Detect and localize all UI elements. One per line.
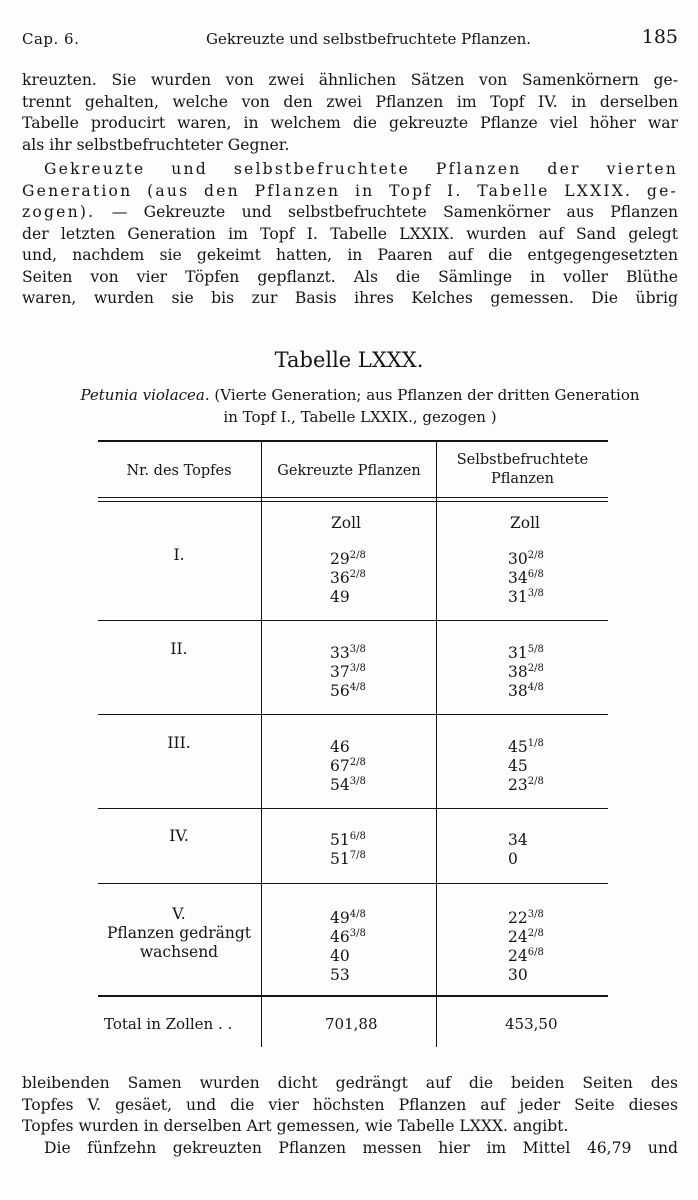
text-line: Die fünfzehn gekreuzten Pflanzen messen hier im Mittel 46,79 und (44, 1138, 678, 1157)
crossed-height-value (330, 846, 366, 869)
whole-inches: 53 (330, 966, 350, 985)
whole-inches: 45 (508, 757, 528, 776)
whole-inches: 29 (330, 550, 350, 569)
fraction-eighths: 1/8 (527, 738, 544, 749)
text-line: bleibenden Samen wurden dicht gedrängt auf die beiden Seiten des (22, 1074, 678, 1092)
pot-label: IV. (169, 827, 189, 845)
whole-inches: 30 (508, 550, 528, 569)
total-label: Total in Zollen . . (104, 1015, 233, 1033)
chapter-label: Cap. 6. (22, 30, 80, 48)
fraction-eighths: 4/8 (349, 909, 366, 920)
column-header-selfed (437, 451, 608, 489)
whole-inches: 51 (330, 831, 350, 850)
fraction-eighths: 2/8 (349, 757, 366, 768)
caption-line (60, 384, 660, 406)
whole-inches: 34 (508, 831, 528, 850)
total-crossed: 701,88 (325, 1015, 378, 1033)
whole-inches: 31 (508, 588, 528, 607)
column-divider (261, 442, 262, 1047)
selfed-height-value (508, 772, 544, 795)
section-heading-end: zogen). (22, 203, 96, 221)
pot-label: Pflanzen gedrängt (106, 924, 252, 942)
pot-label: II. (170, 640, 188, 658)
fraction-eighths: 2/8 (527, 776, 544, 787)
fraction-eighths: 6/8 (527, 947, 544, 958)
crossed-height-value (330, 584, 350, 607)
running-header (22, 26, 678, 50)
text-line: als ihr selbstbefruchteter Gegner. (22, 135, 290, 154)
header-line: Pflanzen (491, 471, 554, 487)
paragraph-continued (22, 1073, 678, 1159)
whole-inches: 24 (508, 947, 528, 966)
unit-label-selfed: Zoll (510, 514, 541, 532)
column-divider (436, 442, 437, 1047)
fraction-eighths: 2/8 (527, 550, 544, 561)
header-line: Selbstbefruchtete (456, 452, 589, 468)
row-divider (98, 620, 608, 621)
fraction-eighths: 3/8 (349, 928, 366, 939)
row-divider (98, 808, 608, 809)
selfed-height-value (508, 678, 544, 701)
section-heading-line: Generation (aus den Pflanzen in Topf I. Tabelle LXXIX. ge- (22, 181, 678, 200)
caption-line: in Topf I., Tabelle LXXIX., gezogen ) (223, 408, 497, 426)
whole-inches: 22 (508, 909, 528, 928)
fraction-eighths: 2/8 (527, 928, 544, 939)
fraction-eighths: 4/8 (349, 682, 366, 693)
table-top-rule (98, 440, 608, 442)
paragraph-fourth-generation (22, 159, 678, 310)
whole-inches: 23 (508, 776, 528, 795)
fraction-eighths: 3/8 (527, 909, 544, 920)
whole-inches: 54 (330, 776, 350, 795)
text-line (22, 202, 678, 224)
text-line: Tabelle producirt waren, in welchem die gekreuzte Pflanze viel höher war (22, 114, 678, 132)
selfed-height-value (508, 962, 528, 985)
whole-inches: 31 (508, 644, 528, 663)
header-rule (98, 501, 608, 502)
row-divider (98, 714, 608, 715)
whole-inches: 33 (330, 644, 350, 663)
unit-label-crossed: Zoll (331, 514, 362, 532)
crossed-height-value (330, 772, 366, 795)
selfed-height-value (508, 846, 518, 869)
text-line: Seiten von vier Töpfen gepflanzt. Als die Sämlinge in voller Blüthe (22, 267, 678, 286)
fraction-eighths: 3/8 (349, 776, 366, 787)
header-rule (98, 497, 608, 498)
pot-label: III. (167, 734, 191, 752)
whole-inches: 24 (508, 928, 528, 947)
caption-text: (Vierte Generation; aus Pflanzen der dritten Generation (214, 386, 640, 404)
fraction-eighths: 3/8 (349, 663, 366, 674)
whole-inches: 40 (330, 947, 350, 966)
crossed-height-value (330, 962, 350, 985)
fraction-eighths: 7/8 (349, 850, 366, 861)
whole-inches: 49 (330, 588, 350, 607)
whole-inches: 34 (508, 569, 528, 588)
pot-label: V. (172, 905, 186, 923)
table-title: Tabelle LXXX. (274, 348, 424, 372)
whole-inches: 38 (508, 663, 528, 682)
whole-inches: 56 (330, 682, 350, 701)
whole-inches: 45 (508, 738, 528, 757)
text-line: trennt gehalten, welche von den zwei Pflanzen im Topf IV. in derselben (22, 92, 678, 111)
column-header-crossed: Gekreuzte Pflanzen (277, 463, 421, 479)
pot-label: I. (173, 546, 185, 564)
total-rule (98, 995, 608, 997)
whole-inches: 37 (330, 663, 350, 682)
fraction-eighths: 3/8 (349, 644, 366, 655)
text-line: der letzten Generation im Topf I. Tabelle LXXIX. wurden auf Sand gelegt (22, 224, 678, 243)
text-line: kreuzten. Sie wurden von zwei ähnlichen Sätzen von Samenkörnern ge- (22, 71, 678, 89)
whole-inches: 0 (508, 850, 518, 869)
whole-inches: 67 (330, 757, 350, 776)
crossed-height-value (330, 678, 366, 701)
whole-inches: 30 (508, 966, 528, 985)
table-caption (60, 384, 660, 428)
fraction-eighths: 4/8 (527, 682, 544, 693)
text-line: Topfes wurden in derselben Art gemessen, wie Tabelle LXXX. angibt. (22, 1117, 569, 1135)
fraction-eighths: 5/8 (527, 644, 544, 655)
whole-inches: 46 (330, 928, 350, 947)
row-divider (98, 883, 608, 884)
paragraph-continuation (22, 70, 678, 156)
fraction-eighths: 2/8 (527, 663, 544, 674)
fraction-eighths: 2/8 (349, 550, 366, 561)
whole-inches: 46 (330, 738, 350, 757)
text-fragment: — Gekreuzte und selbstbefruchtete Samenkörner aus Pflanzen (111, 203, 678, 221)
selfed-height-value (508, 584, 544, 607)
fraction-eighths: 6/8 (527, 569, 544, 580)
fraction-eighths: 3/8 (527, 588, 544, 599)
text-line: Topfes V. gesäet, und die vier höchsten Pflanzen auf jeder Seite dieses (22, 1095, 678, 1114)
running-title: Gekreuzte und selbstbefruchtete Pflanzen. (206, 30, 532, 48)
text-line: und, nachdem sie gekeimt hatten, in Paaren auf die entgegengesetzten (22, 246, 678, 264)
whole-inches: 38 (508, 682, 528, 701)
text-line: waren, wurden sie bis zur Basis ihres Kelches gemessen. Die übrig (22, 289, 678, 307)
section-heading-line: Gekreuzte und selbstbefruchtete Pflanzen der vierten (44, 160, 678, 178)
pot-label: wachsend (139, 943, 219, 961)
total-selfed: 453,50 (505, 1015, 558, 1033)
whole-inches: 36 (330, 569, 350, 588)
column-header-pot: Nr. des Topfes (126, 463, 232, 479)
whole-inches: 49 (330, 909, 350, 928)
page-number: 185 (641, 26, 678, 48)
fraction-eighths: 6/8 (349, 831, 366, 842)
species-name: Petunia violacea. (80, 386, 210, 404)
fraction-eighths: 2/8 (349, 569, 366, 580)
whole-inches: 51 (330, 850, 350, 869)
